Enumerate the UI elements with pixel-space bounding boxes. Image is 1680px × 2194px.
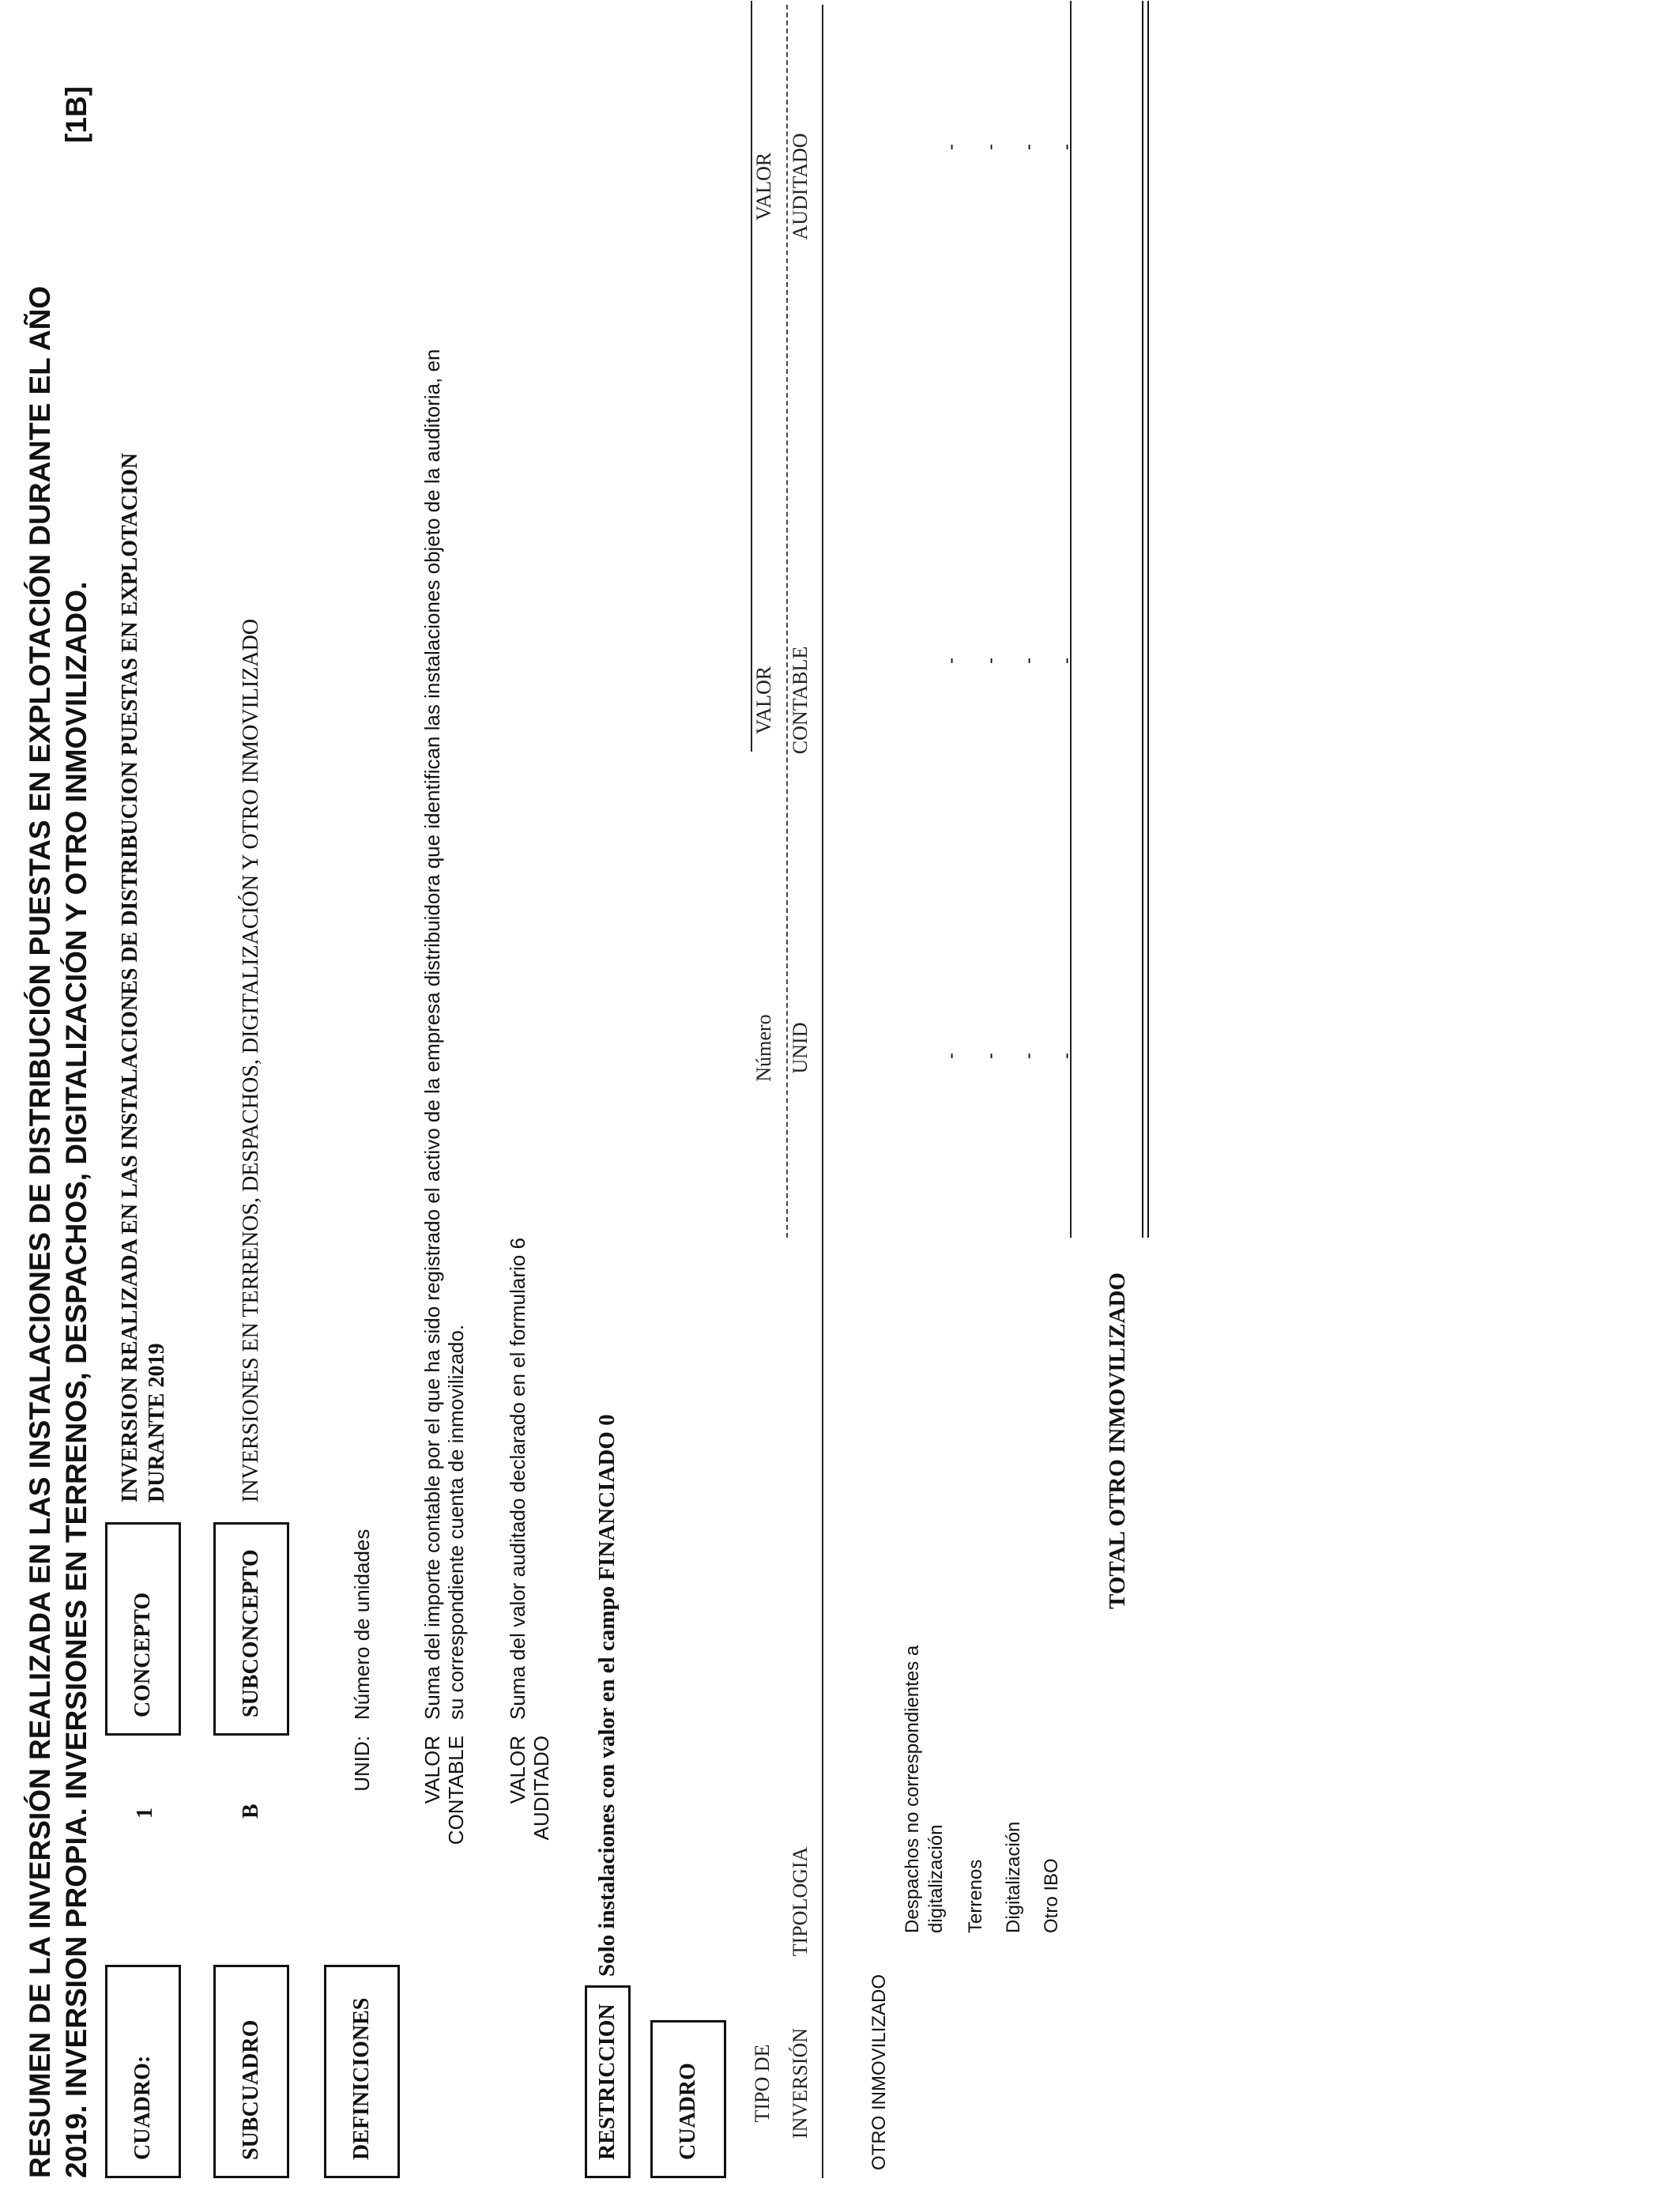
row-3-label: Digitalización bbox=[1003, 1821, 1024, 1933]
row-3-auditado: - bbox=[1018, 144, 1039, 150]
row-4-unid: - bbox=[1056, 1053, 1077, 1059]
cuadro-table-label: CUADRO bbox=[676, 2063, 700, 2160]
header-valor-auditado-1: VALOR bbox=[752, 152, 775, 221]
definiciones-label-box bbox=[324, 1965, 400, 2178]
def-valor-contable-term-1: VALOR bbox=[420, 1736, 444, 1804]
row-1-auditado: - bbox=[940, 144, 962, 150]
subconcepto-label: SUBCONCEPTO bbox=[239, 1549, 263, 1717]
restriccion-text: Solo instalaciones con valor en el campo FINANCIADO 0 bbox=[594, 1414, 620, 1977]
def-valor-contable-text-2: su correspondiente cuenta de inmovilizado. bbox=[444, 1324, 468, 1720]
restriccion-label-box bbox=[585, 1985, 631, 2178]
def-unid-text: Número de unidades bbox=[350, 1529, 374, 1720]
subconcepto-label-box bbox=[213, 1522, 289, 1736]
subcuadro-label: SUBCUADRO bbox=[239, 2019, 263, 2160]
concepto-text-line-1: INVERSION REALIZADA EN LAS INSTALACIONES DE DISTRIBUCION PUESTAS EN EXPLOTACION bbox=[118, 453, 142, 1502]
row-3-contable: - bbox=[1018, 658, 1039, 664]
header-numero: Número bbox=[752, 1014, 775, 1082]
def-valor-auditado-text: Suma del valor auditado declarado en el formulario 6 bbox=[506, 1238, 529, 1720]
cuadro-value: 1 bbox=[133, 1808, 157, 1819]
title-line-2: 2019. INVERSION PROPIA. INVERSIONES EN TERRENOS, DESPACHOS, DIGITALIZACIÓN Y OTRO INMOVILIZADO. bbox=[60, 581, 92, 2178]
header-tipo-line-2: INVERSIÓN bbox=[789, 2027, 812, 2139]
concepto-label-box bbox=[105, 1522, 181, 1736]
concepto-label: CONCEPTO bbox=[130, 1592, 155, 1717]
definiciones-label: DEFINICIONES bbox=[349, 1997, 374, 2160]
row-1-label-line-2: digitalización bbox=[925, 1824, 947, 1933]
subconcepto-text: INVERSIONES EN TERRENOS, DESPACHOS, DIGITALIZACIÓN Y OTRO INMOVILIZADO bbox=[239, 619, 263, 1502]
def-valor-auditado-term-2: AUDITADO bbox=[529, 1736, 553, 1841]
restriccion-label: RESTRICCION bbox=[595, 2004, 620, 2160]
title-line-1: RESUMEN DE LA INVERSIÓN REALIZADA EN LAS INSTALACIONES DE DISTRIBUCIÓN PUESTAS EN EXPLOTACIÓN DURANTE EL AÑO bbox=[24, 285, 56, 2178]
row-4-contable: - bbox=[1056, 658, 1077, 664]
row-2-label: Terrenos bbox=[965, 1859, 986, 1933]
def-valor-contable-term-2: CONTABLE bbox=[444, 1736, 468, 1845]
header-bottom-rule bbox=[822, 5, 823, 2178]
row-4-auditado: - bbox=[1056, 144, 1077, 150]
subcuadro-label-box bbox=[213, 1965, 289, 2178]
row-2-contable: - bbox=[980, 658, 1001, 664]
subcuadro-value: B bbox=[239, 1804, 263, 1819]
def-unid-term: UNID: bbox=[350, 1736, 374, 1792]
def-valor-auditado-term-1: VALOR bbox=[506, 1736, 529, 1804]
total-label: TOTAL OTRO INMOVILIZADO bbox=[1105, 1272, 1130, 1609]
cuadro-label: CUADRO: bbox=[130, 2055, 155, 2160]
header-tipologia: TIPOLOGIA bbox=[789, 1846, 812, 1957]
subtotal-rule bbox=[1070, 1, 1072, 1238]
row-2-auditado: - bbox=[980, 144, 1001, 150]
header-tipo-line-1: TIPO DE bbox=[751, 2044, 774, 2123]
cuadro-table-label-box bbox=[650, 2020, 726, 2178]
row-3-unid: - bbox=[1018, 1053, 1039, 1059]
row-1-unid: - bbox=[940, 1053, 962, 1059]
def-valor-contable-text-1: Suma del importe contable por el que ha sido registrado el activo de la empresa distribuidora que identifican las instalaciones objeto de la auditoria, en bbox=[420, 349, 444, 1720]
row-4-label: Otro IBO bbox=[1041, 1858, 1062, 1933]
row-1-label-line-1: Despachos no correspondientes a bbox=[902, 1645, 923, 1933]
header-top-rule bbox=[751, 1, 752, 752]
header-valor-auditado-2: AUDITADO bbox=[789, 133, 812, 240]
row-2-unid: - bbox=[980, 1053, 1001, 1059]
header-unid: UNID bbox=[789, 1022, 812, 1074]
header-valor-contable-1: VALOR bbox=[752, 665, 775, 735]
row-1-contable: - bbox=[940, 658, 962, 664]
header-valor-contable-2: CONTABLE bbox=[789, 646, 812, 755]
total-double-rule bbox=[1142, 1, 1149, 1238]
group-otro-inmovilizado: OTRO INMOVILIZADO bbox=[868, 1973, 890, 2170]
header-dashed-rule bbox=[786, 5, 788, 1238]
cuadro-label-box bbox=[105, 1965, 181, 2178]
title-code: [1B] bbox=[60, 86, 92, 143]
concepto-text-line-2: DURANTE 2019 bbox=[145, 1343, 169, 1502]
